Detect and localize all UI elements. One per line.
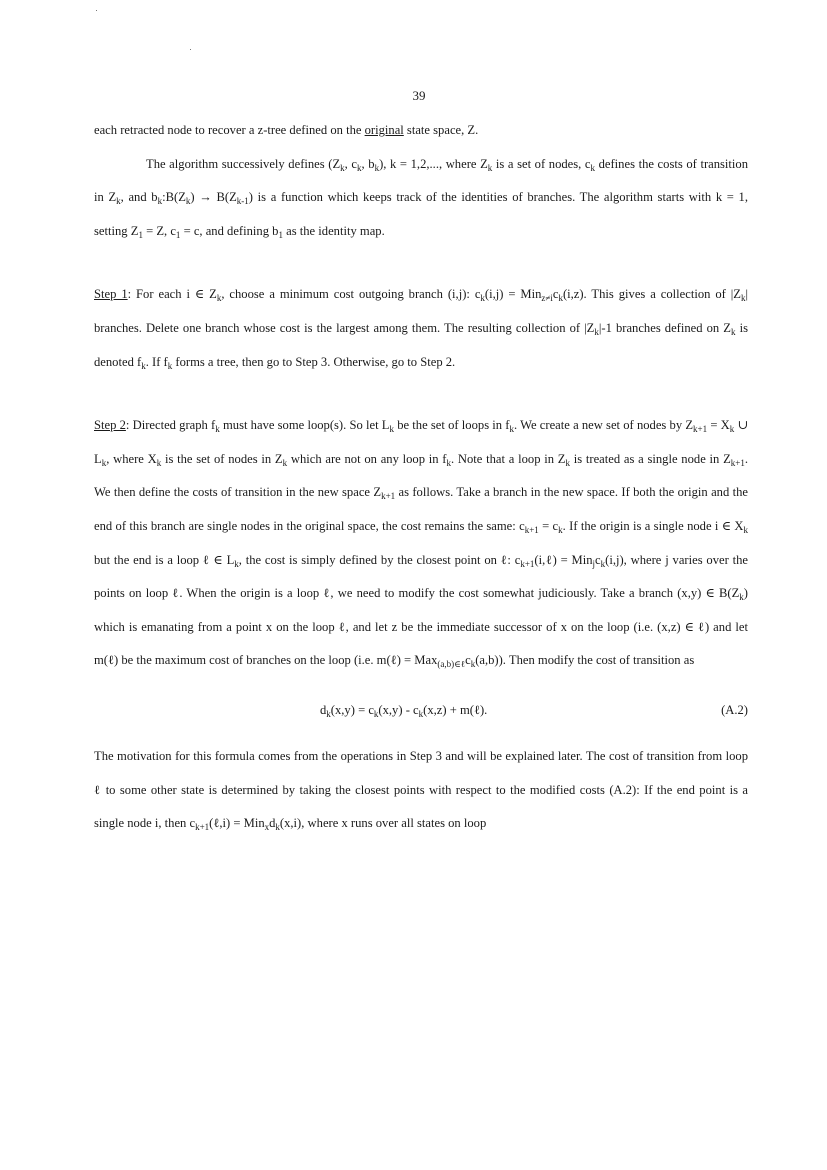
step-1-label: Step 1	[94, 287, 128, 302]
section-gap	[94, 379, 748, 409]
scan-speck	[190, 49, 191, 50]
paragraph-continuation: each retracted node to recover a z-tree defined on the original state space, Z.	[94, 123, 479, 137]
step-2-label: Step 2	[94, 418, 126, 433]
equation-a2	[94, 694, 748, 728]
paragraph-algorithm: The algorithm successively defines ($Z_k$, $c_k$, $b_k$), k = 1,2,..., where $Z_k$ is a set of nodes, $c_k$ defines the costs of transition in $Z_k$, and $b_k:B(Z_k) \to B(Z_{k-1})$ is a function which keeps track of the identities of branches. The algorithm starts with k = 1, setting $Z_1 = Z$, $c_1 = c$, and defining $b_1$ as the identity map.	[94, 156, 749, 240]
section-gap	[94, 248, 748, 278]
emphasis-original: original	[364, 123, 404, 137]
paragraph-step-1: Step 1: For each i ∈ $Z_k$, choose a minimum cost outgoing branch (i,j): $c_k(i,j) = Min_{z\ne i}c_k(i,z)$. This gives a collection of $|Z_k|$ branches. Delete one branch whose cost is the largest among them. The resulting collection of $|Z_k|-1$ branches defined on $Z_k$ is denoted $f_k$. If $f_k$ forms a tree, then go to Step 3. Otherwise, go to Step 2.	[94, 287, 749, 371]
paragraph-motivation: The motivation for this formula comes from the operations in Step 3 and will be explained later. The cost of transition from loop ℓ to some other state is determined by taking the closest points with respect to the modified costs (A.2): If the end point is a single node i, then $c_{k+1}(\ell,i) = Min_xd_k(x,i)$, where x runs over all states on loop	[94, 748, 748, 833]
equation-body: $d_k(x,y) = c_k(x,y) - c_k(x,z)$ + m(ℓ).	[320, 702, 488, 719]
body-text	[94, 114, 748, 841]
page-number: 39	[412, 88, 426, 103]
equation-number: (A.2)	[721, 702, 748, 717]
paragraph-step-2: Step 2: Directed graph $f_k$ must have some loop(s). So let $L_k$ be the set of loops in $f_k$. We create a new set of nodes by $Z_{k+1} = X_k$ ∪ $L_k$, where $X_k$ is the set of nodes in $Z_k$ which are not on any loop in $f_k$. Note that a loop in $Z_k$ is treated as a single node in $Z_{k+1}$. We then define the costs of transition in the new space $Z_{k+1}$ as follows. Take a branch in the new space. If both the origin and the end of this branch are single nodes in the original space, the cost remains the same: $c_{k+1} = c_k$. If the origin is a single node i ∈ $X_k$ but the end is a loop ℓ ∈ $L_k$, the cost is simply defined by the closest point on ℓ: $c_{k+1}(i,\ell) = Min_jc_k(i,j)$, where j varies over the points on loop ℓ. When the origin is a loop ℓ, we need to modify the cost somewhat judiciously. Take a branch (x,y) ∈ $B(Z_k)$ which is emanating from a point x on the loop ℓ, and let z be the immediate successor of x on the loop (i.e. (x,z) ∈ ℓ) and let m(ℓ) be the maximum cost of branches on the loop (i.e. m(ℓ) = $Max_{(a,b)\in\ell}c_k(a,b)$). Then modify the cost of transition as	[94, 418, 749, 670]
scan-speck	[96, 10, 97, 11]
